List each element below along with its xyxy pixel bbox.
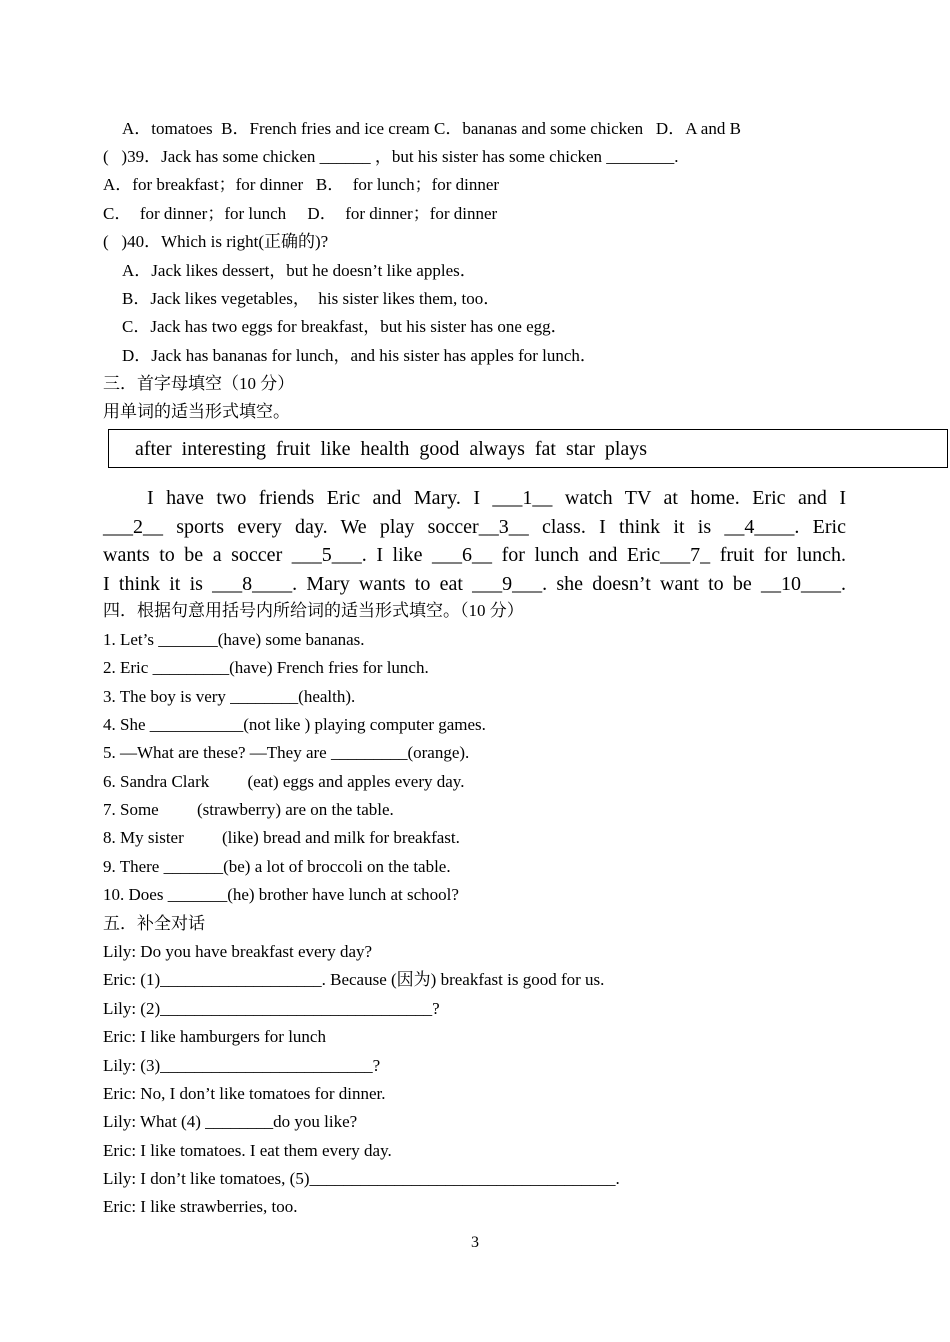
section4-item-2: 2. Eric _________(have) French fries for lunch. bbox=[103, 658, 429, 677]
section4-item-4: 4. She ___________(not like ) playing computer games. bbox=[103, 715, 486, 734]
dialogue-line-8: Eric: I like tomatoes. I eat them every day. bbox=[103, 1141, 392, 1160]
section3-instruction: 用单词的适当形式填空。 bbox=[103, 402, 290, 421]
word-bank: after interesting fruit like health good always fat star plays bbox=[135, 438, 648, 460]
passage-line-3: wants to be a soccer ___5___. I like ___6__ for lunch and Eric___7_ fruit for lunch. bbox=[103, 544, 846, 566]
section4-heading: 四．根据句意用括号内所给词的适当形式填空。（10 分） bbox=[103, 601, 524, 620]
q40-option-d: D．Jack has bananas for lunch，and his sister has apples for lunch． bbox=[122, 346, 597, 365]
section5-heading: 五．补全对话 bbox=[103, 914, 205, 933]
passage-line-4: I think it is ___8____. Mary wants to eat ___9___. she doesn’t want to be __10____. bbox=[103, 572, 846, 595]
section4-item-7: 7. Some (strawberry) are on the table. bbox=[103, 800, 394, 819]
section4-item-1: 1. Let’s _______(have) some bananas. bbox=[103, 630, 365, 649]
section4-item-6: 6. Sandra Clark (eat) eggs and apples every day. bbox=[103, 772, 465, 791]
section4-item-5: 5. —What are these? —They are _________(orange). bbox=[103, 743, 470, 762]
dialogue-line-3: Lily: (2)________________________________? bbox=[103, 999, 440, 1018]
section4-item-8: 8. My sister (like) bread and milk for breakfast. bbox=[103, 828, 460, 847]
q40-stem: ( )40．Which is right(正确的)? bbox=[103, 232, 329, 251]
q40-option-a: A．Jack likes dessert，but he doesn’t like apples． bbox=[122, 261, 477, 280]
page-number: 3 bbox=[471, 1234, 479, 1251]
q39-stem: ( )39．Jack has some chicken ______ ，but his sister has some chicken ________. bbox=[103, 147, 679, 166]
dialogue-line-1: Lily: Do you have breakfast every day? bbox=[103, 942, 373, 961]
dialogue-line-6: Eric: No, I don’t like tomatoes for dinner. bbox=[103, 1084, 386, 1103]
section4-item-10: 10. Does _______(he) brother have lunch at school? bbox=[103, 885, 459, 904]
dialogue-line-5: Lily: (3)_________________________? bbox=[103, 1056, 381, 1075]
section4-item-3: 3. The boy is very ________(health). bbox=[103, 687, 356, 706]
q39-options-cd: C． for dinner；for lunch D． for dinner；for dinner bbox=[103, 204, 498, 223]
passage-line-1: I have two friends Eric and Mary. I ___1__ watch TV at home. Eric and I bbox=[147, 487, 846, 509]
q39-options-ab: A．for breakfast；for dinner B． for lunch；for dinner bbox=[103, 175, 500, 194]
passage-line-2: ___2__ sports every day. We play soccer__3__ class. I think it is __4____. Eric bbox=[103, 515, 846, 538]
dialogue-line-9: Lily: I don’t like tomatoes, (5)____________________________________. bbox=[103, 1169, 620, 1188]
dialogue-line-10: Eric: I like strawberries, too. bbox=[103, 1197, 298, 1216]
q38-options: A．tomatoes B．French fries and ice cream C．bananas and some chicken D．A and B bbox=[122, 119, 741, 138]
section3-heading: 三．首字母填空（10 分） bbox=[103, 374, 295, 393]
q40-option-c: C．Jack has two eggs for breakfast，but his sister has one egg． bbox=[122, 317, 568, 336]
dialogue-line-7: Lily: What (4) ________do you like? bbox=[103, 1112, 358, 1131]
dialogue-line-2: Eric: (1)___________________. Because (因为) breakfast is good for us. bbox=[103, 970, 605, 989]
section4-item-9: 9. There _______(be) a lot of broccoli on the table. bbox=[103, 857, 451, 876]
q40-option-b: B．Jack likes vegetables， his sister likes them, too． bbox=[122, 289, 501, 308]
dialogue-line-4: Eric: I like hamburgers for lunch bbox=[103, 1027, 326, 1046]
word-bank-box bbox=[108, 429, 948, 468]
